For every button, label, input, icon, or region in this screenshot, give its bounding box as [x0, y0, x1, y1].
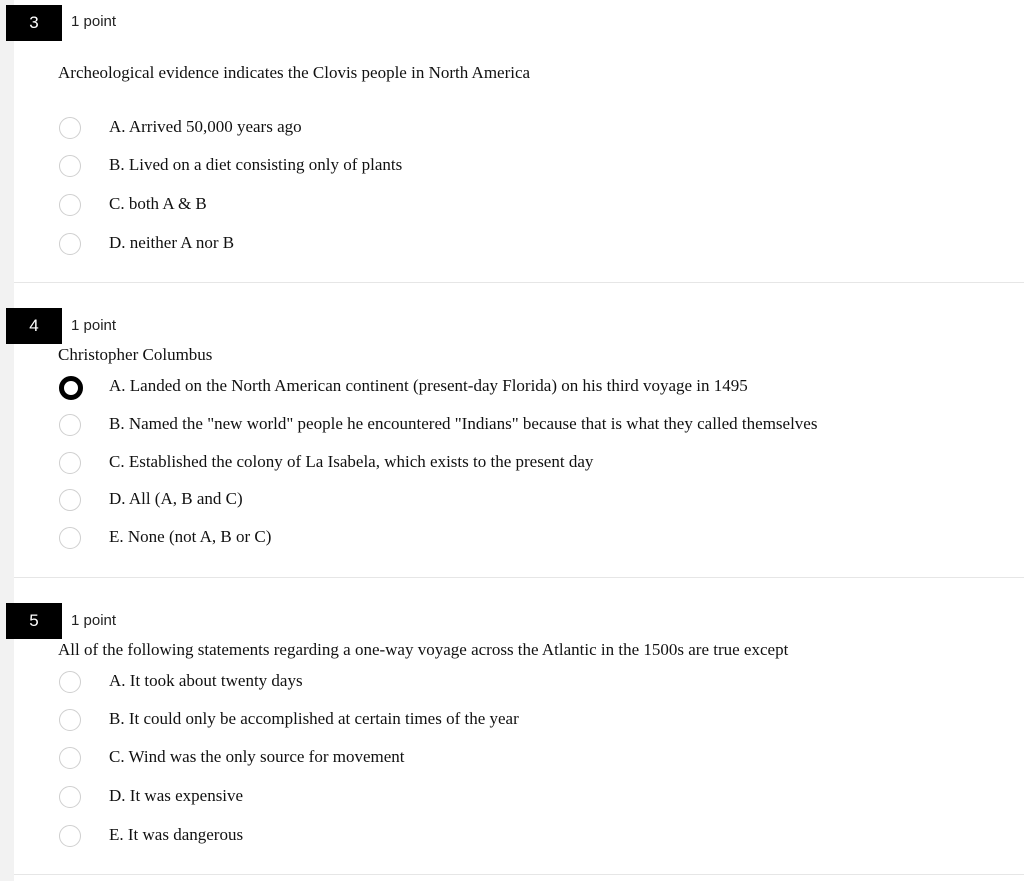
question-divider	[14, 577, 1024, 578]
option-4e[interactable]	[57, 527, 957, 553]
option-label: E. It was dangerous	[109, 825, 244, 844]
option-label: D. All (A, B and C)	[109, 489, 243, 508]
radio-button-selected[interactable]	[59, 376, 83, 400]
question-prompt: Archeological evidence indicates the Clovis people in North America	[58, 63, 531, 82]
option-4a[interactable]	[57, 376, 957, 402]
option-5d[interactable]	[57, 786, 957, 812]
radio-button[interactable]	[59, 452, 81, 474]
option-label: A. Arrived 50,000 years ago	[109, 117, 302, 136]
option-3d[interactable]	[57, 233, 957, 259]
option-4c[interactable]	[57, 452, 957, 478]
option-label: B. It could only be accomplished at certain times of the year	[109, 709, 519, 728]
option-label: B. Lived on a diet consisting only of plants	[109, 155, 403, 174]
question-points: 1 point	[71, 13, 117, 30]
option-4b[interactable]	[57, 414, 957, 440]
question-number: 4	[6, 308, 62, 344]
option-4d[interactable]	[57, 489, 957, 515]
radio-button[interactable]	[59, 117, 81, 139]
radio-button[interactable]	[59, 747, 81, 769]
radio-button[interactable]	[59, 414, 81, 436]
option-3c[interactable]	[57, 194, 957, 220]
option-label: A. Landed on the North American continent (present-day Florida) on his third voyage in 1495	[109, 376, 748, 395]
radio-button[interactable]	[59, 825, 81, 847]
option-label: E. None (not A, B or C)	[109, 527, 272, 546]
option-5b[interactable]	[57, 709, 957, 735]
option-label: C. Wind was the only source for movement	[109, 747, 405, 766]
radio-button[interactable]	[59, 786, 81, 808]
option-label: D. It was expensive	[109, 786, 244, 805]
question-divider	[14, 282, 1024, 283]
option-label: B. Named the "new world" people he encountered "Indians" because that is what they called themselves	[109, 414, 818, 433]
radio-button[interactable]	[59, 489, 81, 511]
question-prompt: Christopher Columbus	[58, 345, 213, 364]
question-points: 1 point	[71, 317, 117, 334]
radio-button[interactable]	[59, 194, 81, 216]
option-label: C. Established the colony of La Isabela, which exists to the present day	[109, 452, 594, 471]
question-points: 1 point	[71, 612, 117, 629]
question-number: 5	[6, 603, 62, 639]
radio-button[interactable]	[59, 527, 81, 549]
option-label: D. neither A nor B	[109, 233, 235, 252]
radio-button[interactable]	[59, 155, 81, 177]
option-5e[interactable]	[57, 825, 957, 851]
option-3a[interactable]	[57, 117, 957, 143]
option-5c[interactable]	[57, 747, 957, 773]
radio-button[interactable]	[59, 671, 81, 693]
option-label: A. It took about twenty days	[109, 671, 303, 690]
question-divider	[14, 874, 1024, 875]
question-prompt: All of the following statements regarding a one-way voyage across the Atlantic in the 1500s are true except	[58, 640, 789, 659]
option-5a[interactable]	[57, 671, 957, 697]
option-3b[interactable]	[57, 155, 957, 181]
question-number: 3	[6, 5, 62, 41]
radio-button[interactable]	[59, 233, 81, 255]
option-label: C. both A & B	[109, 194, 207, 213]
radio-button[interactable]	[59, 709, 81, 731]
